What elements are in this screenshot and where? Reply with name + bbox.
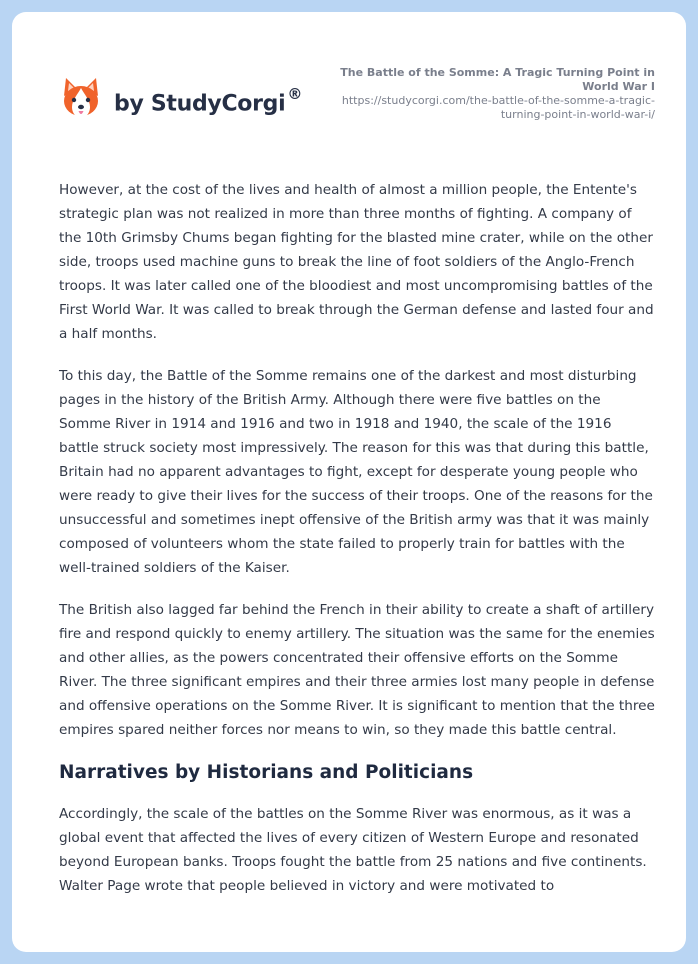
document-page [12,12,686,952]
document-title: The Battle of the Somme: A Tragic Turning Point in World War I [340,66,655,93]
paragraph: However, at the cost of the lives and health of almost a million people, the Entente's strategic plan was not realized in more than three months of fighting. A company of the 10th Grimsby Chums began fighting for the blasted mine crater, while on the other side, troops used machine guns to break the line of foot soldiers of the Anglo-French troops. It was later called one of the bloodiest and most uncompromising battles of the First World War. It was called to break through the German defense and lasted four and a half months. [59,182,654,342]
article-body [59,178,655,916]
paragraph: The British also lagged far behind the French in their ability to create a shaft of artillery fire and respond quickly to enemy artillery. The situation was the same for the enemies and other allies, as the powers concentrated their offensive efforts on the Somme River. The three significant empires and their three armies lost many people in defense and offensive operations on the Somme River. It is significant to mention that the three empires spared neither forces nor means to win, so they made this battle central. [59,602,655,738]
registered-mark: ® [287,84,303,103]
section-heading: Narratives by Historians and Politicians [59,762,474,783]
document-url[interactable]: https://studycorgi.com/the-battle-of-the-somme-a-tragic-turning-point-in-world-war-i/ [341,94,655,121]
paragraph: To this day, the Battle of the Somme remains one of the darkest and most disturbing pages in the history of the British Army. Although there were five battles on the Somme River in 1914 and 1916 and two in 1918 and 1940, the scale of the 1916 battle struck society most impressively. The reason for this was that during this battle, Britain had no apparent advantages to fight, except for desperate young people who were ready to give their lives for the success of their troops. One of the reasons for the unsuccessful and sometimes inept offensive of the British army was that it was mainly composed of volunteers whom the state failed to properly train for battles with the well-trained soldiers of the Kaiser. [59,368,653,576]
corgi-icon [60,76,102,122]
studycorgi-logo[interactable] [60,76,302,122]
document-meta [315,66,655,122]
brand-name: by StudyCorgi ® [114,84,303,117]
paragraph: Accordingly, the scale of the battles on the Somme River was enormous, as it was a global event that affected the lives of every citizen of Western Europe and resonated beyond European banks. Troops fought the battle from 25 nations and five continents. Walter Page wrote that people believed in victory and were motivated to [59,806,647,894]
